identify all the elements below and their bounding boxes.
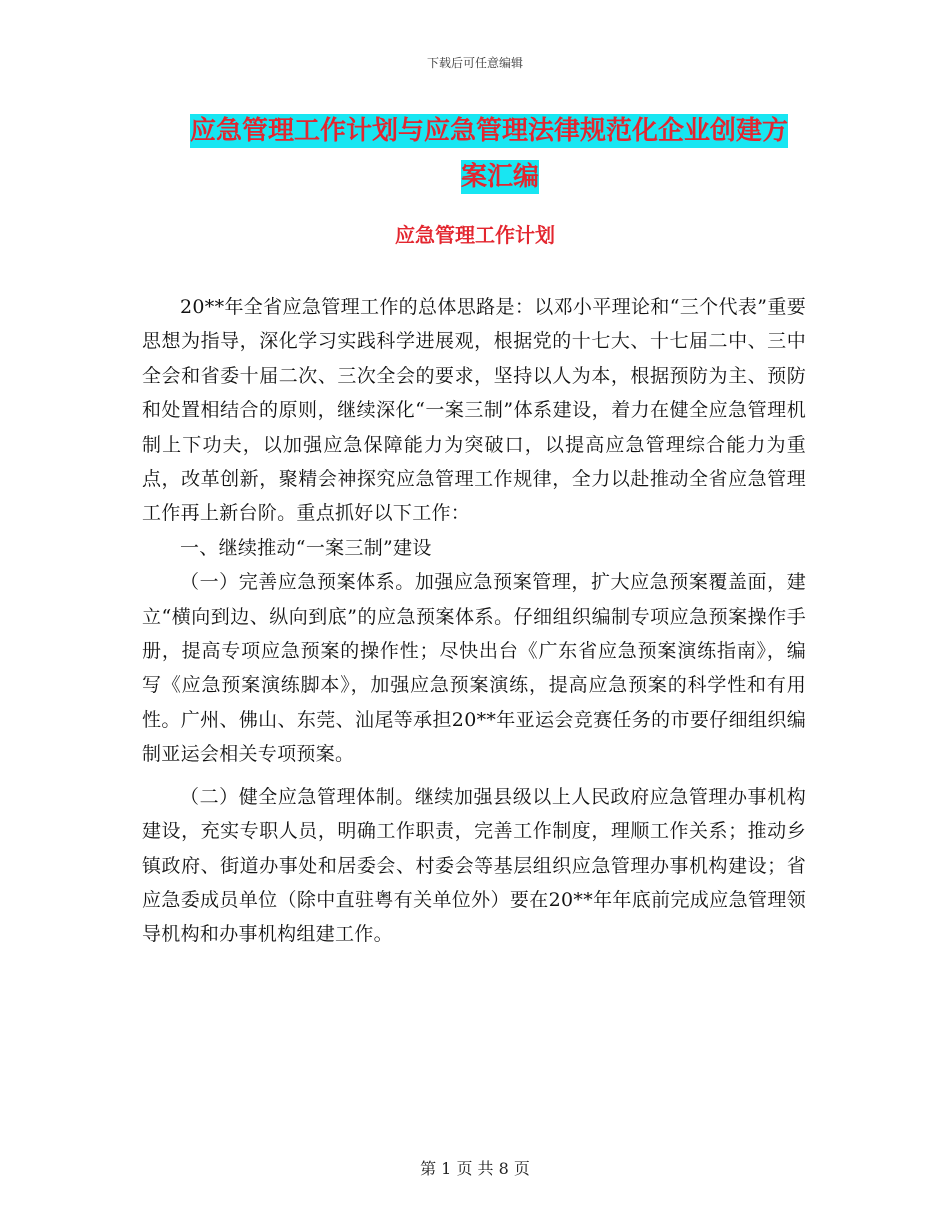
paragraph-item-two: （二）健全应急管理体制。继续加强县级以上人民政府应急管理办事机构建设，充实专职人员，明确工作职责，完善工作制度，理顺工作关系；推动乡镇政府、街道办事处和居委会、村委会等基层组织应急管理办事机构建设；省应急委成员单位（除中直驻粤有关单位外）要在20**年年底前完成应急管理领导机构和办事机构组建工作。 bbox=[142, 785, 806, 946]
paragraph-heading-one: 一、继续推动“一案三制”建设 bbox=[180, 536, 432, 559]
paragraph-item-one: （一）完善应急预案体系。加强应急预案管理，扩大应急预案覆盖面，建立“横向到边、纵向到底”的应急预案体系。仔细组织编制专项应急预案操作手册，提高专项应急预案的操作性；尽快出台《广东省应急预案演练指南》，编写《应急预案演练脚本》，加强应急预案演练，提高应急预案的科学性和有用性。广州、佛山、东莞、汕尾等承担20**年亚运会竞赛任务的市要仔细组织编制亚运会相关专项预案。 bbox=[142, 571, 806, 766]
page-number: 第 1 页 共 8 页 bbox=[420, 1159, 530, 1178]
document-title-line-1: 应急管理工作计划与应急管理法律规范化企业创建方 bbox=[190, 116, 789, 146]
paragraph-overview: 20**年全省应急管理工作的总体思路是：以邓小平理论和“三个代表”重要思想为指导，深化学习实践科学进展观，根据党的十七大、十七届二中、三中全会和省委十届二次、三次全会的要求，坚持以人为本，根据预防为主、预防和处置相结合的原则，继续深化“一案三制”体系建设，着力在健全应急管理机制上下功夫，以加强应急保障能力为突破口，以提高应急管理综合能力为重点，改革创新，聚精会神探究应急管理工作规律，全力以赴推动全省应急管理工作再上新台阶。重点抓好以下工作： bbox=[142, 296, 806, 525]
document-body bbox=[142, 290, 806, 952]
page-header-note: 下载后可任意编辑 bbox=[426, 56, 523, 70]
section-title: 应急管理工作计划 bbox=[395, 223, 555, 247]
document-title-line-2: 案汇编 bbox=[460, 162, 539, 192]
document-title bbox=[190, 108, 810, 200]
